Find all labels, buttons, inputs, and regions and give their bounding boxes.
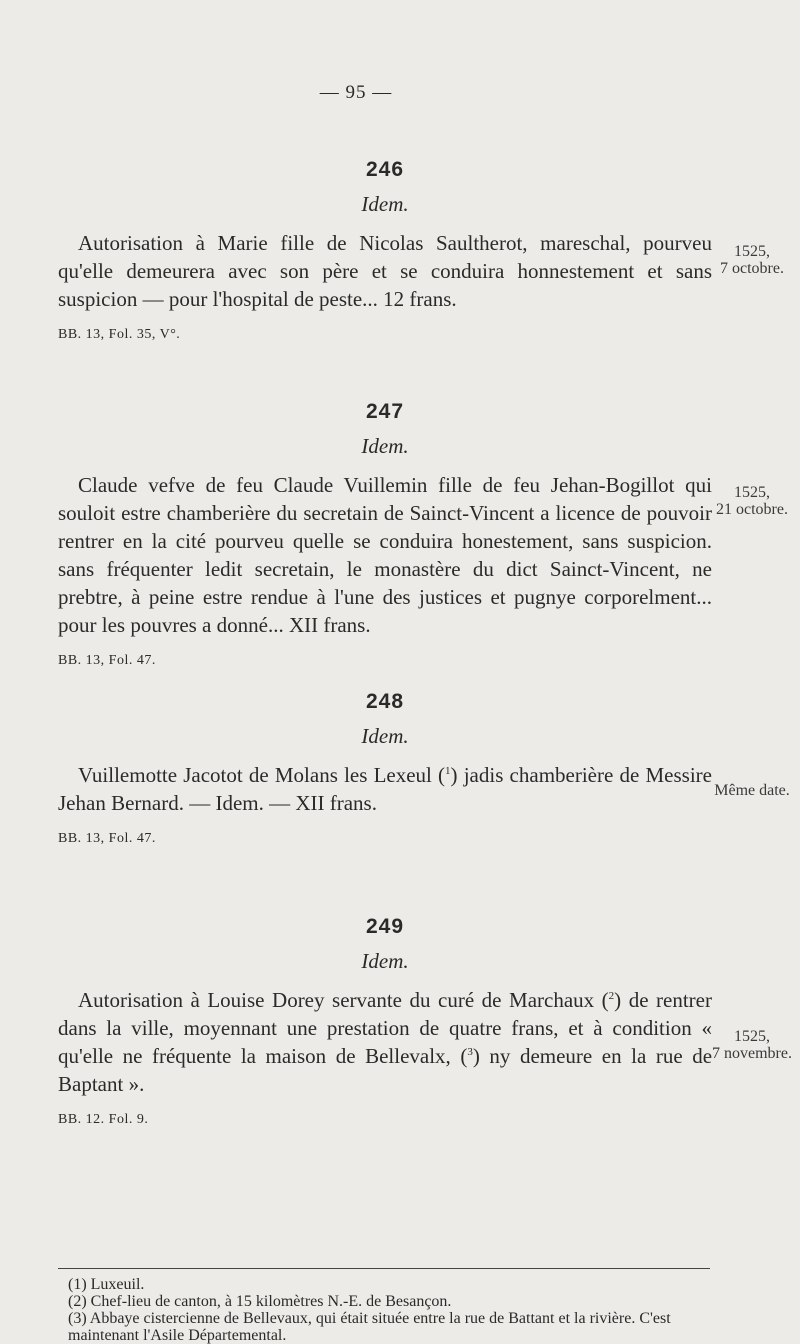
footnote-ref: 2 [608,990,615,1002]
footnote-ref: 3 [467,1046,473,1058]
entry-247-date: 1525, 21 octobre. [716,484,788,518]
footnote: (1) Luxeuil. [68,1276,145,1293]
entry-247 [58,400,712,669]
footnote-divider [58,1268,710,1269]
entry-249-date: 1525, 7 novembre. [712,1028,792,1062]
entry-text: Autorisation à Marie fille de Nicolas Saultherot, mareschal, pourveu qu'elle demeurera avec son père et se conduira honnestement et sans suspicion — pour l'hospital de peste... 12 frans. [58,231,712,311]
entry-text: Vuillemotte Jacotot de Molans les Lexeul ($^1$) jadis chamberière de Messire Jehan Bernard. — Idem. — XII frans. [58,763,712,815]
entry-idem: Idem. [361,949,409,973]
entry-reference: BB. 13, Fol. 47. [58,653,156,668]
entry-number: 249 [365,915,405,938]
entry-idem: Idem. [361,434,409,458]
footnote: (2) Chef-lieu de canton, à 15 kilomètres N.-E. de Besançon. [68,1293,452,1310]
page-number: — 95 — [319,82,393,103]
entry-reference: BB. 13, Fol. 47. [58,831,156,846]
entry-248 [58,690,712,847]
entry-text: Autorisation à Louise Dorey servante du curé de Marchaux ($^2$) de rentrer dans la ville, moyennant une prestation de quatre frans, et à condition « qu'elle ne fréquente la maison de Bellevalx, ($^3$) ny demeure en la rue de Baptant ». [58,988,713,1096]
entry-text: Claude vefve de feu Claude Vuillemin fille de feu Jehan-Bogillot qui souloit estre chamberière du secretain de Sainct-Vincent a licence de pouvoir rentrer en la cité pourveu quelle se conduira honestement, sans suspicion. sans fréquenter ledit secretain, le monastère du dict Sainct-Vincent, ne prebtre, à peine estre rendue à l'une des justices et pugnye corporelment... pour les pouvres a donné... XII frans. [58,473,712,637]
entry-number: 248 [365,690,405,713]
footnote: (3) Abbaye cistercienne de Bellevaux, qui était située entre la rue de Battant et la rivière. C'est maintenant l'Asile Départemental. [68,1310,671,1344]
entry-246-date: 1525, 7 octobre. [720,243,784,277]
entry-idem: Idem. [361,724,409,748]
entry-246 [58,158,712,343]
footnote-ref: 1 [445,765,451,777]
entry-number: 246 [365,158,405,181]
entry-idem: Idem. [361,192,409,216]
entry-reference: BB. 13, Fol. 35, V°. [58,327,181,342]
entry-reference: BB. 12. Fol. 9. [58,1112,149,1127]
entry-248-date: Même date. [714,782,790,799]
footnotes [58,1276,712,1344]
entry-number: 247 [365,400,405,423]
entry-249 [58,915,712,1128]
